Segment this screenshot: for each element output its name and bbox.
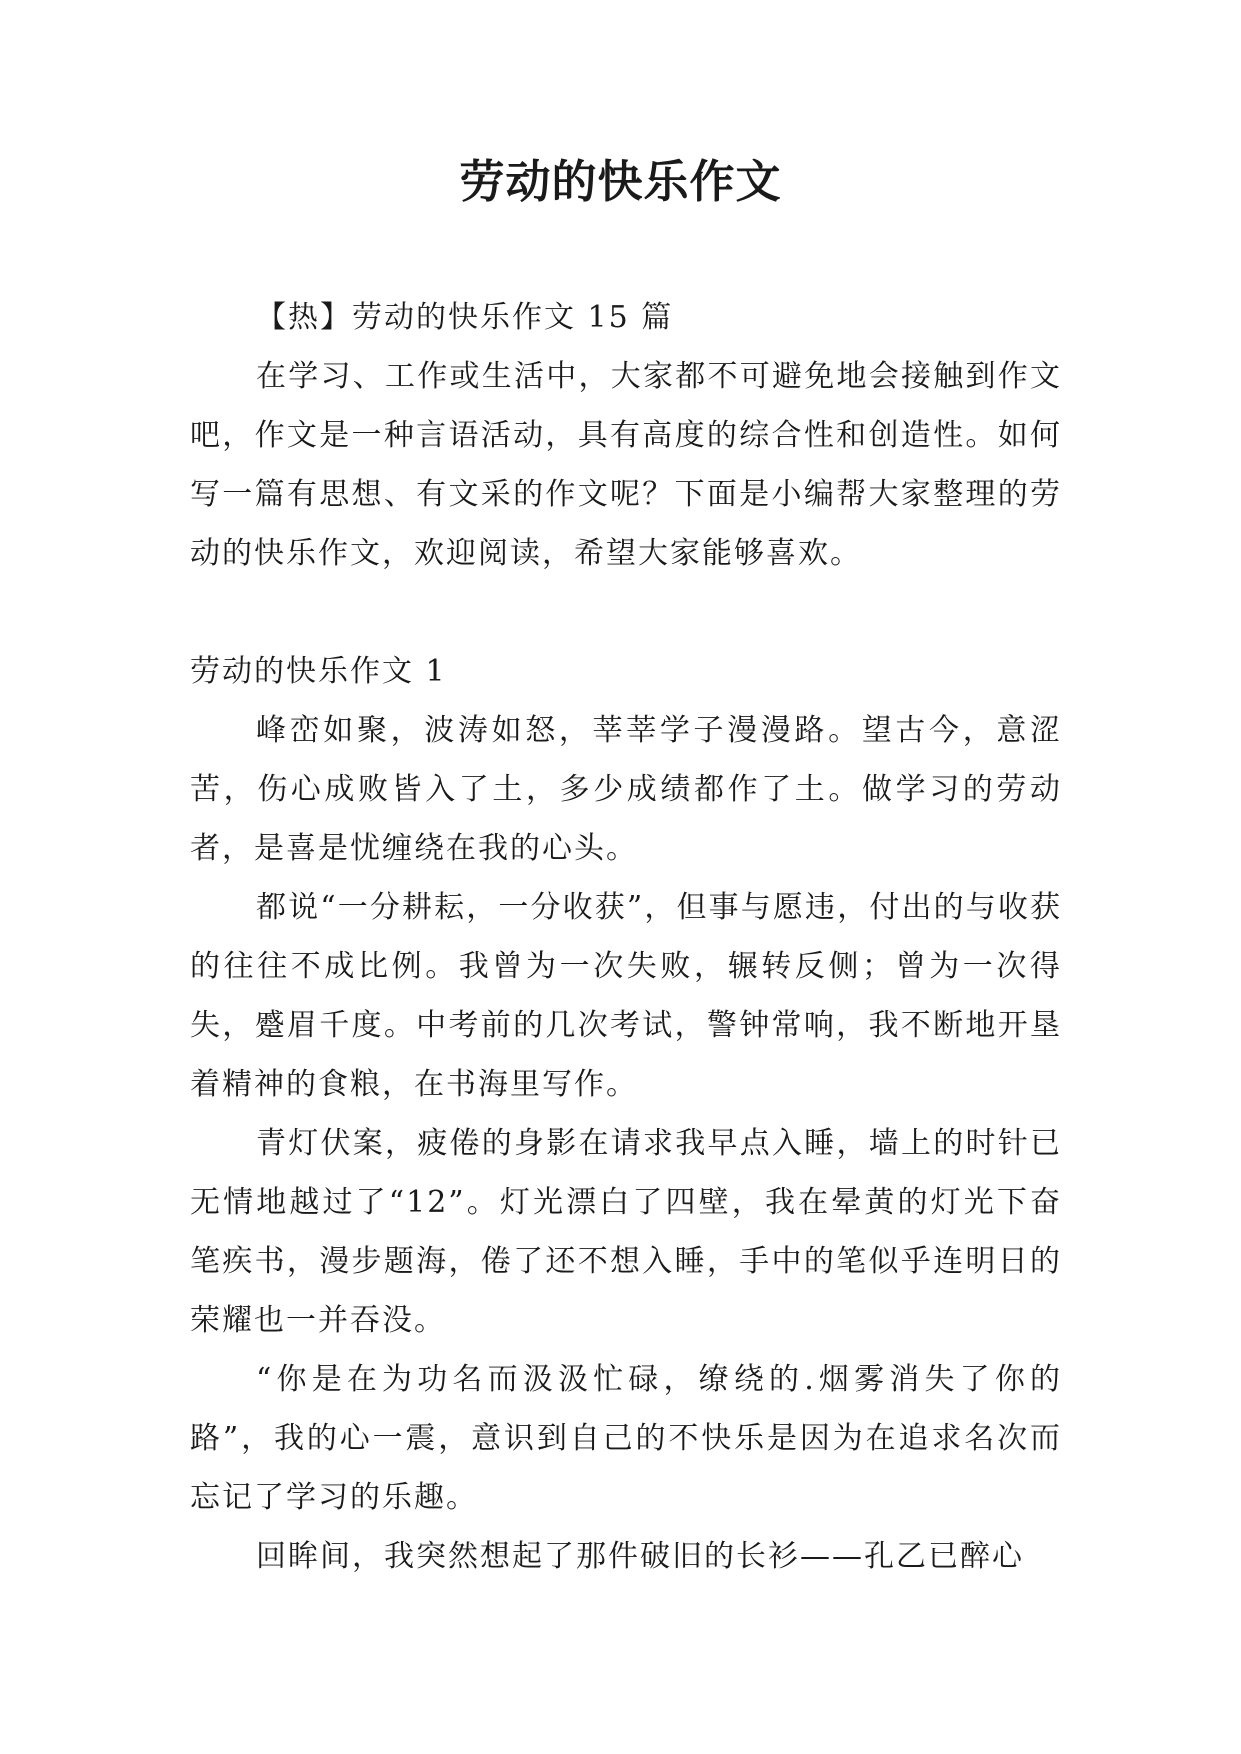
- document-title: 劳动的快乐作文: [459, 155, 782, 208]
- document-body: [190, 288, 1062, 1586]
- body-paragraph: “你是在为功名而汲汲忙碌，缭绕的.烟雾消失了你的路”，我的心一震，意识到自己的不快乐是因为在追求名次而忘记了学习的乐趣。: [190, 1362, 1062, 1515]
- subtitle-line: 【热】劳动的快乐作文 15 篇: [256, 300, 674, 335]
- section-gap: [190, 583, 1062, 642]
- intro-paragraph: 在学习、工作或生活中，大家都不可避免地会接触到作文吧，作文是一种言语活动，具有高度的综合性和创造性。如何写一篇有思想、有文采的作文呢？下面是小编帮大家整理的劳动的快乐作文，欢迎阅读，希望大家能够喜欢。: [190, 359, 1062, 571]
- body-paragraph: 都说“一分耕耘，一分收获”，但事与愿违，付出的与收获的往往不成比例。我曾为一次失败，辗转反侧；曾为一次得失，蹙眉千度。中考前的几次考试，警钟常响，我不断地开垦着精神的食粮，在书海里写作。: [190, 890, 1062, 1102]
- section-heading: 劳动的快乐作文 1: [190, 654, 447, 689]
- body-paragraph: 青灯伏案，疲倦的身影在请求我早点入睡，墙上的时针已无情地越过了“12”。灯光漂白了四壁，我在晕黄的灯光下奋笔疾书，漫步题海，倦了还不想入睡，手中的笔似乎连明日的荣耀也一并吞没。: [190, 1126, 1062, 1338]
- body-paragraph: 回眸间，我突然想起了那件破旧的长衫——孔乙已醉心: [256, 1539, 1024, 1574]
- body-paragraph: 峰峦如聚，波涛如怒，莘莘学子漫漫路。望古今，意涩苦，伤心成败皆入了土，多少成绩都作了土。做学习的劳动者，是喜是忧缠绕在我的心头。: [190, 713, 1062, 866]
